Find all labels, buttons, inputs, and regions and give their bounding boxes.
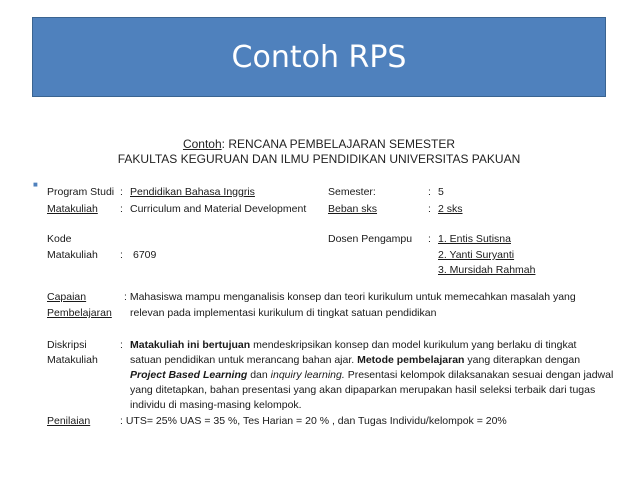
dosen-item: 3. Mursidah Rahmah bbox=[438, 264, 536, 276]
colon: : bbox=[120, 186, 123, 198]
program-studi-label: Program Studi bbox=[47, 186, 115, 198]
diskripsi-line2 bbox=[130, 353, 580, 367]
penilaian-label: Penilaian bbox=[47, 415, 91, 427]
diskripsi-line5: individu di masing-masing kelompok. bbox=[130, 399, 302, 411]
diskripsi-text1: mendeskripsikan konsep dan model kurikulum yang berlaku di tingkat bbox=[250, 339, 577, 351]
matakuliah-value: Curriculum and Material Development bbox=[130, 203, 307, 215]
colon: : bbox=[428, 233, 431, 245]
program-studi-value: Pendidikan Bahasa Inggris bbox=[130, 186, 255, 198]
matakuliah-label: Matakuliah bbox=[47, 203, 98, 215]
kode-value: 6709 bbox=[133, 249, 157, 261]
capaian-label: Capaian bbox=[47, 291, 87, 303]
doc-header-line1 bbox=[0, 137, 638, 151]
beban-sks-label: Beban sks bbox=[328, 203, 378, 215]
diskripsi-label: Diskripsi bbox=[47, 339, 87, 351]
capaian-line1: : Mahasiswa mampu menganalisis konsep dan teori kurikulum untuk memecahkan masalah yang bbox=[124, 291, 576, 303]
penilaian-value: : UTS= 25% UAS = 35 %, Tes Harian = 20 % , dan Tugas Individu/kelompok = 20% bbox=[120, 415, 507, 427]
semester-label: Semester: bbox=[328, 186, 376, 198]
diskripsi-line1 bbox=[130, 338, 576, 352]
diskripsi-bolditalic3: Project Based Learning bbox=[130, 369, 248, 381]
diskripsi-bold2: Metode pembelajaran bbox=[357, 354, 465, 366]
diskripsi-line4: yang ditetapkan, bahan presentasi yang akan dipaparkan merupakan hasil seleksi terbaik dari tugas bbox=[130, 384, 596, 396]
diskripsi-line3a: dan bbox=[247, 369, 271, 381]
colon: : bbox=[428, 203, 431, 215]
diskripsi-label-2: Matakuliah bbox=[47, 354, 98, 366]
dosen-item: 2. Yanti Suryanti bbox=[438, 249, 515, 261]
diskripsi-line3b: Presentasi kelompok dilaksanakan sesuai dengan jadwal bbox=[344, 369, 614, 381]
header-line1-rest: : RENCANA PEMBELAJARAN SEMESTER bbox=[221, 137, 456, 151]
bullet-icon: ■ bbox=[33, 180, 38, 189]
colon: : bbox=[120, 203, 123, 215]
diskripsi-line3 bbox=[130, 368, 613, 382]
capaian-line2: relevan pada implementasi kurikulum di tingkat satuan pendidikan bbox=[130, 307, 437, 319]
diskripsi-italic3: inquiry learning. bbox=[270, 369, 345, 381]
colon: : bbox=[428, 186, 431, 198]
doc-header-line2: FAKULTAS KEGURUAN DAN ILMU PENDIDIKAN UNIVERSITAS PAKUAN bbox=[117, 152, 521, 166]
kode-label: Kode bbox=[47, 233, 72, 245]
slide-title: Contoh RPS bbox=[231, 39, 407, 75]
colon: : bbox=[120, 339, 123, 351]
kode-label-matakuliah: Matakuliah bbox=[47, 249, 98, 261]
diskripsi-line2b: yang diterapkan dengan bbox=[464, 354, 581, 366]
colon: : bbox=[120, 249, 123, 261]
dosen-item: 1. Entis Sutisna bbox=[438, 233, 511, 245]
diskripsi-bold1: Matakuliah ini bertujuan bbox=[130, 339, 251, 351]
header-prefix: Contoh bbox=[182, 137, 222, 151]
capaian-label-2: Pembelajaran bbox=[47, 307, 112, 319]
semester-value: 5 bbox=[438, 186, 444, 198]
beban-sks-value: 2 sks bbox=[438, 203, 463, 215]
dosen-label: Dosen Pengampu bbox=[328, 233, 413, 245]
diskripsi-line2a: satuan pendidikan untuk merancang bahan ajar. bbox=[130, 354, 358, 366]
